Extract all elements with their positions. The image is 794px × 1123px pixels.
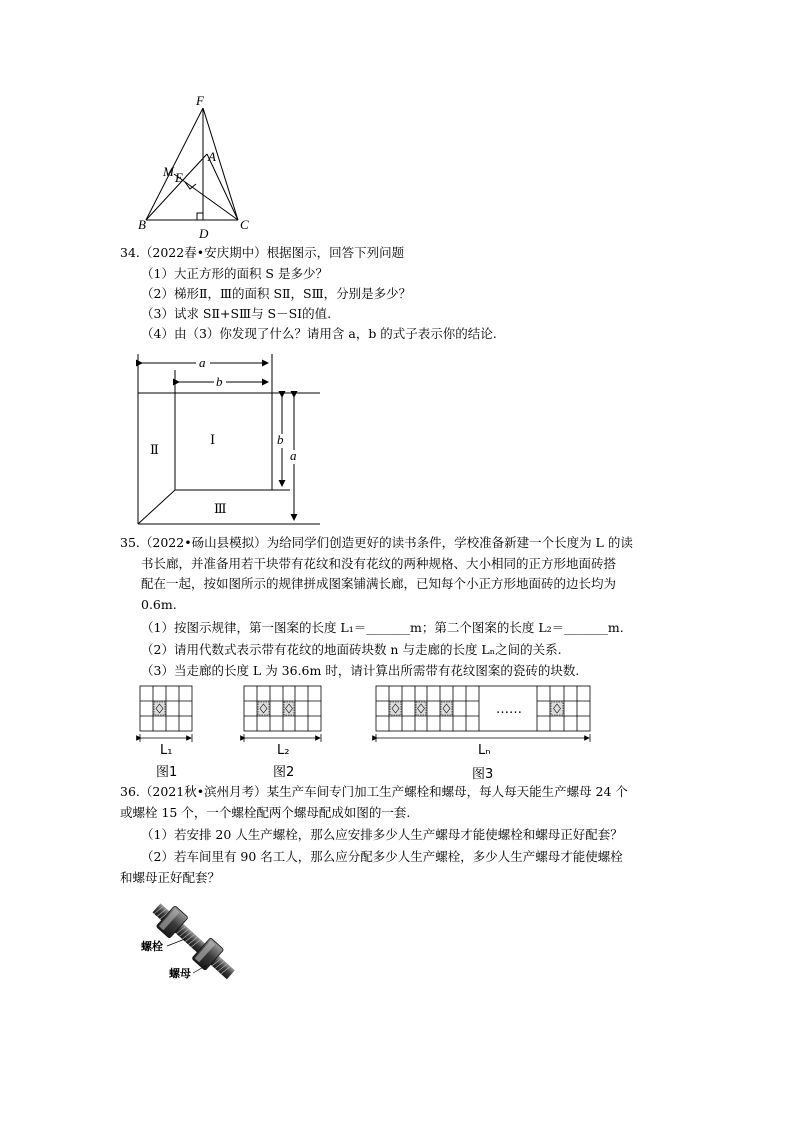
q35-item-1: （1）按图示规律，第一图案的长度 L₁＝_______m；第二个图案的长度 L₂＝_______m. (141, 620, 624, 635)
label-D: D (199, 226, 209, 241)
q35-line-4: 0.6m. (141, 597, 177, 612)
label-C: C (240, 217, 249, 232)
fig1-caption: 图1 (156, 765, 178, 779)
q36-line-1: 36.（2021秋•滨州月考）某生产车间专门加工生产螺栓和螺母，每人每天能生产螺母 24 个 (120, 784, 628, 799)
fig1-length-label: L₁ (160, 743, 173, 758)
square-figure (130, 350, 325, 528)
triangle-figure (130, 92, 260, 242)
region-2: Ⅱ (150, 442, 159, 457)
dim-b-top: b (216, 374, 223, 389)
tile-figure-2 (240, 684, 325, 779)
q34-item-4: （4）由（3）你发现了什么？请用含 a，b 的式子表示你的结论. (141, 326, 497, 341)
q34-item-3: （3）试求 SⅡ+SⅢ与 S－SⅠ的值. (141, 306, 332, 321)
q35-line-1: 35.（2022•砀山县模拟）为给同学们创造更好的读书条件，学校准备新建一个长度为 L 的读 (120, 535, 633, 550)
tile-figure-1 (136, 684, 196, 779)
dim-b-right: b (277, 432, 284, 447)
label-F: F (196, 93, 204, 108)
label-M: M (163, 164, 174, 179)
region-3: Ⅲ (214, 501, 227, 516)
q36-item-1: （1）若安排 20 人生产螺栓，那么应安排多少人生产螺母才能使螺栓和螺母正好配套？ (141, 827, 623, 842)
q35-item-3: （3）当走廊的长度 L 为 36.6m 时，请计算出所需带有花纹图案的瓷砖的块数. (141, 663, 580, 678)
dim-a-top: a (199, 355, 206, 370)
label-E: E (175, 170, 183, 185)
dim-a-right: a (290, 448, 297, 463)
label-B: B (138, 217, 146, 232)
region-1: Ⅰ (210, 432, 216, 447)
q36-line-2: 或螺栓 15 个，一个螺栓配两个螺母配成如图的一套. (120, 805, 411, 820)
q34-item-1: （1）大正方形的面积 S 是多少？ (141, 266, 328, 281)
fig3-caption: 图3 (472, 767, 494, 782)
fig3-ellipsis: …… (496, 702, 522, 717)
fig3-length-label: Lₙ (478, 743, 491, 758)
bolt-label: 螺栓 (141, 941, 163, 953)
q34-header: 34.（2022春•安庆期中）根据图示，回答下列问题 (120, 245, 405, 260)
nut-label: 螺母 (169, 968, 191, 980)
bolt-nut-photo (135, 893, 250, 988)
fig2-length-label: L₂ (277, 743, 290, 758)
q35-line-2: 书长廊，并准备用若干块带有花纹和没有花纹的两种规格、大小相同的正方形地面砖搭 (141, 556, 617, 571)
fig2-caption: 图2 (273, 765, 295, 779)
q36-item-2: （2）若车间里有 90 名工人，那么应分配多少人生产螺栓，多少人生产螺母才能使螺栓 (141, 849, 623, 864)
q35-line-3: 配在一起，按如图所示的规律拼成图案铺满长廊，已知每个小正方形地面砖的边长均为 (141, 576, 617, 591)
q35-item-2: （2）请用代数式表示带有花纹的地面砖块数 n 与走廊的长度 Lₙ之间的关系. (141, 642, 562, 657)
q36-item-3: 和螺母正好配套？ (120, 870, 221, 885)
label-A: A (208, 149, 216, 164)
q34-item-2: （2）梯形Ⅱ，Ⅲ的面积 SⅡ，SⅢ，分别是多少？ (141, 286, 412, 301)
tile-figure-3 (372, 684, 594, 782)
